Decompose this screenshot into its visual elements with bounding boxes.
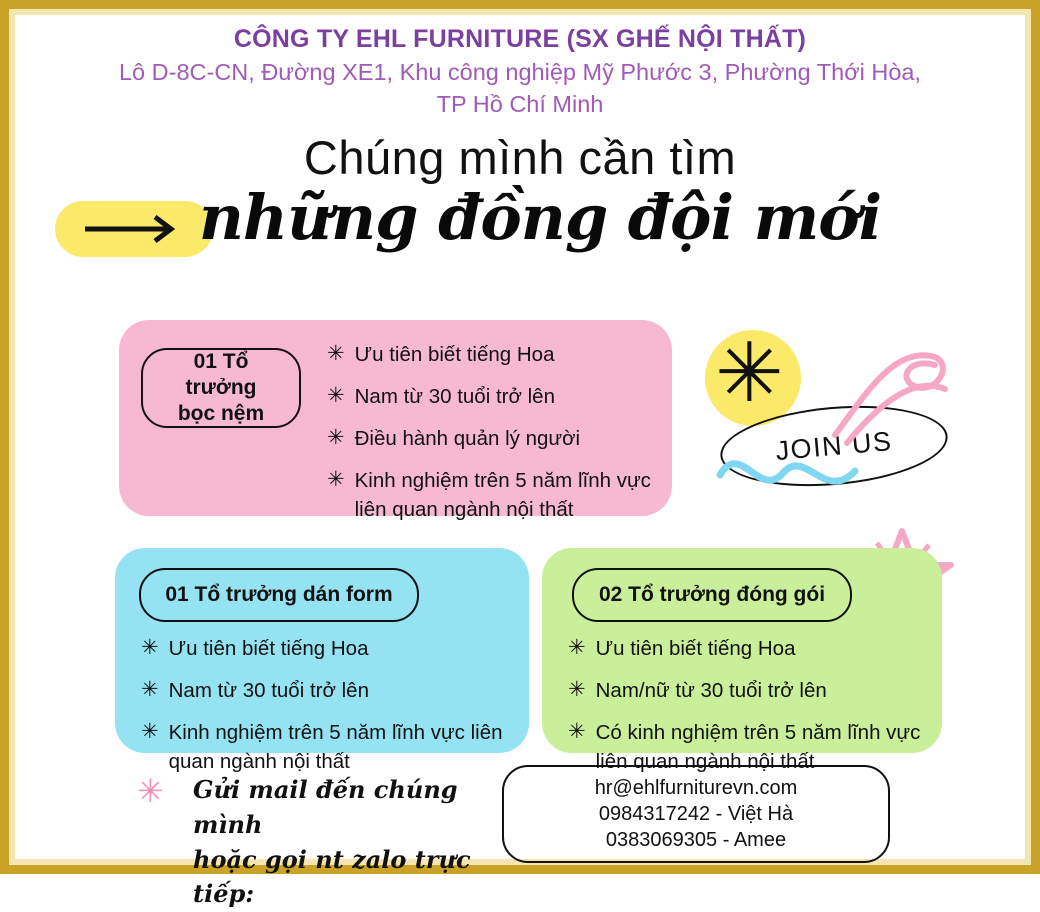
asterisk-bullet-icon: ✳ — [568, 636, 586, 659]
list-item — [141, 676, 511, 705]
requirement-text: Nam từ 30 tuổi trở lên — [168, 679, 369, 703]
contact-instruction — [193, 773, 493, 912]
requirement-text: Ưu tiên biết tiếng Hoa — [354, 343, 555, 366]
requirement-text: Kinh nghiệm trên 5 năm lĩnh vực liên quan ngành nội thất — [168, 721, 503, 774]
list-item — [327, 340, 657, 369]
asterisk-bullet-icon: ✳ — [327, 384, 345, 408]
company-address-line-2: TP Hồ Chí Minh — [436, 91, 604, 118]
poster-header — [15, 15, 1025, 120]
requirement-text: Ưu tiên biết tiếng Hoa — [595, 637, 796, 660]
blue-squiggle-decoration — [715, 445, 865, 515]
asterisk-decoration-icon: ✳ — [137, 772, 164, 810]
asterisk-bullet-icon: ✳ — [568, 720, 586, 744]
list-item — [568, 676, 938, 705]
list-item — [568, 634, 938, 663]
requirement-text: Kinh nghiệm trên 5 năm lĩnh vực liên quan ngành nội thất — [354, 469, 651, 522]
job-card-blue — [115, 548, 529, 774]
requirement-text: Nam/nữ từ 30 tuổi trở lên — [595, 679, 827, 703]
job-title-pink-line-2: bọc nệm — [177, 402, 265, 426]
job-card-green — [542, 548, 942, 774]
contact-instruction-line-2: hoặc gọi nt zalo trực tiếp: — [193, 844, 471, 909]
asterisk-bullet-icon: ✳ — [141, 636, 159, 659]
headline-row — [15, 181, 1025, 273]
headline-line-1: Chúng mình cần tìm — [303, 130, 737, 184]
company-address-line-1: Lô D-8C-CN, Đường XE1, Khu công nghiệp Mỹ Phước 3, Phường Thới Hòa, — [118, 58, 922, 85]
list-item — [327, 424, 657, 453]
requirement-text: Điều hành quản lý người — [354, 427, 581, 451]
join-us-label: JOIN US — [774, 425, 894, 466]
asterisk-bullet-icon: ✳ — [568, 678, 586, 702]
requirement-text: Ưu tiên biết tiếng Hoa — [168, 637, 369, 660]
contact-phone-1[interactable]: 0984317242 - Việt Hà — [598, 802, 794, 825]
contact-email[interactable]: hr@ehlfurniturevn.com — [594, 776, 798, 799]
job-title-chip-green: 02 Tổ trưởng đóng gói — [572, 568, 852, 622]
pink-scribble-decoration — [825, 335, 955, 445]
asterisk-bullet-icon: ✳ — [141, 720, 159, 744]
job-title-pink-line-1: 01 Tổ trưởng — [185, 349, 257, 399]
list-item — [327, 466, 657, 524]
job-title-chip-pink — [141, 348, 301, 428]
requirement-text: Có kinh nghiệm trên 5 năm lĩnh vực liên quan ngành nội thất — [595, 721, 921, 774]
list-item — [141, 634, 511, 663]
job-card-pink — [119, 320, 672, 522]
poster-content — [15, 15, 1025, 909]
job-title-chip-blue: 01 Tổ trưởng dán form — [139, 568, 419, 622]
contact-info-box — [502, 765, 890, 863]
contact-instruction-line-1: Gửi mail đến chúng mình — [193, 775, 458, 839]
job-requirements-blue — [141, 634, 511, 789]
headline-line-2: những đồng đội mới — [198, 180, 882, 254]
requirement-text: Nam từ 30 tuổi trở lên — [354, 385, 555, 409]
asterisk-bullet-icon: ✳ — [327, 426, 345, 450]
job-requirements-pink — [327, 340, 657, 538]
asterisk-bullet-icon: ✳ — [141, 678, 159, 702]
list-item — [327, 382, 657, 411]
list-item — [141, 718, 511, 776]
company-name: CÔNG TY EHL FURNITURE (SX GHẾ NỘI THẤT) — [233, 25, 807, 53]
asterisk-bullet-icon: ✳ — [327, 342, 345, 365]
asterisk-icon: ✳ — [715, 326, 784, 421]
asterisk-bullet-icon: ✳ — [327, 468, 345, 492]
contact-phone-2[interactable]: 0383069305 - Amee — [605, 828, 787, 851]
